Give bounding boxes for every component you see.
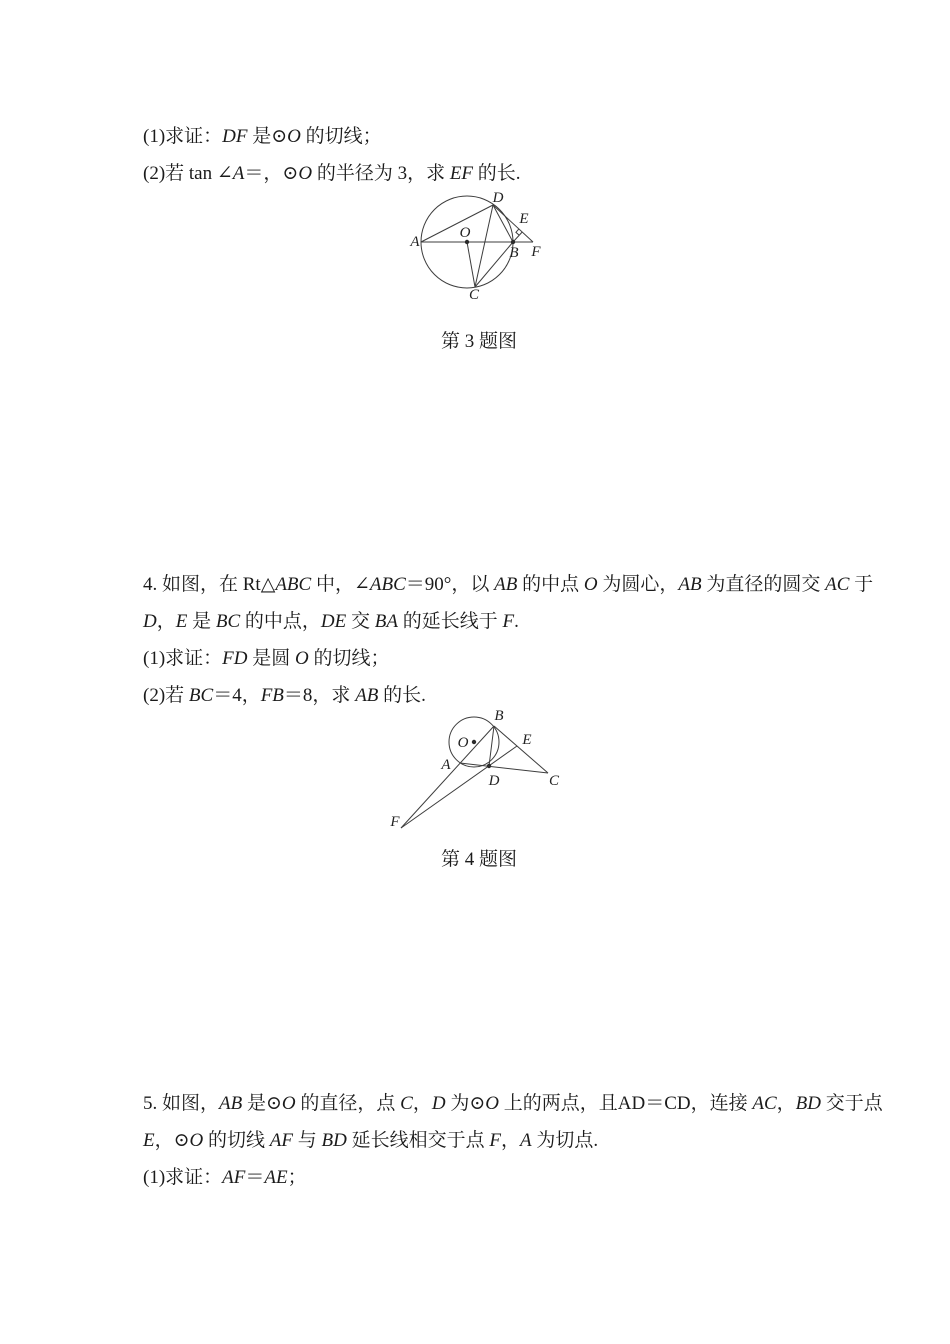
text-run: (1)求证： (143, 1167, 223, 1188)
text-line (143, 1122, 903, 1159)
text-run: 于 (849, 574, 874, 595)
math-var: ABC (369, 574, 406, 595)
math-var: F (502, 611, 515, 632)
segment-AC (460, 763, 548, 773)
point-dot-D (487, 764, 491, 768)
segment-BC (494, 726, 548, 773)
text-line (143, 1159, 903, 1196)
label-C: C (468, 287, 480, 303)
math-var: FD (222, 648, 248, 669)
math-var: EF (449, 163, 474, 184)
text-line (143, 118, 903, 155)
text-run: 的切线； (308, 648, 390, 669)
label-A: A (441, 757, 451, 773)
segment-DB (493, 205, 513, 242)
text-run: ， (500, 1130, 520, 1151)
math-var: DE (320, 611, 347, 632)
text-run: 的长. (378, 685, 426, 706)
text-run: 是⊙ (242, 1093, 282, 1114)
text-line (143, 640, 903, 677)
segment-AD (421, 205, 493, 242)
text-run: 4. 如图，在 Rt△ (143, 574, 276, 595)
text-run: 是⊙ (247, 126, 288, 147)
text-run: 5. 如图， (143, 1093, 220, 1114)
text-run: 与 (293, 1130, 322, 1151)
math-var: O (281, 1093, 296, 1114)
label-F: F (531, 244, 541, 260)
text-run: ＝8，求 (283, 685, 356, 706)
text-run: 为圆心， (597, 574, 679, 595)
label-B: B (494, 708, 504, 724)
math-var: O (295, 648, 309, 669)
figure-4-caption: 第 4 题图 (440, 849, 517, 870)
figure-problem-3 (380, 185, 580, 315)
text-run: (1)求证： (143, 126, 223, 147)
text-line (143, 603, 903, 640)
text-run: (2)若 (143, 685, 189, 706)
label-E: E (522, 732, 532, 748)
label-D: D (492, 190, 504, 206)
label-C: C (548, 773, 560, 789)
text-run: 的直径，点 (295, 1093, 401, 1114)
math-var: AC (752, 1093, 777, 1114)
text-run: 的中点， (240, 611, 321, 632)
text-run: 的中点 (517, 574, 584, 595)
text-run: (2)若 tan ∠ (143, 163, 233, 184)
math-var: AE (264, 1167, 288, 1188)
text-run: 的切线； (300, 126, 382, 147)
math-var: BC (188, 685, 214, 706)
segment-FE (401, 746, 517, 828)
label-F: F (390, 814, 400, 830)
text-run: ＝4， (213, 685, 261, 706)
math-var: AB (494, 574, 518, 595)
text-run: . (514, 611, 519, 632)
math-var: A (232, 163, 245, 184)
math-var: BD (321, 1130, 347, 1151)
math-var: AC (825, 574, 850, 595)
text-run: 的长. (473, 163, 521, 184)
math-var: AB (219, 1093, 243, 1114)
text-run: 延长线相交于点 (346, 1130, 490, 1151)
math-var: BD (795, 1093, 821, 1114)
text-line (143, 566, 903, 603)
text-run: 中，∠ (311, 574, 370, 595)
text-run: 的切线 (203, 1130, 270, 1151)
right-angle-mark (516, 229, 519, 235)
math-var: A (519, 1130, 532, 1151)
math-var: D (143, 611, 157, 632)
figure-problem-4 (385, 705, 570, 840)
text-run: ， (776, 1093, 796, 1114)
figure-3-caption: 第 3 题图 (440, 331, 517, 352)
text-run: ＝ (245, 1167, 265, 1188)
text-run: 为切点. (531, 1130, 599, 1151)
text-run: 的半径为 3，求 (312, 163, 450, 184)
math-var: E (143, 1130, 155, 1151)
text-run: 上的两点，且AD＝CD，连接 (499, 1093, 753, 1114)
text-run: 交 (346, 611, 375, 632)
math-var: O (485, 1093, 499, 1114)
label-B: B (509, 245, 519, 261)
math-var: O (189, 1130, 204, 1151)
label-A: A (410, 234, 420, 250)
text-run: 交于点 (820, 1093, 883, 1114)
point-dot-B (511, 240, 515, 244)
math-var: O (298, 163, 313, 184)
text-run: 为⊙ (445, 1093, 486, 1114)
math-var: AF (269, 1130, 293, 1151)
label-O: O (457, 735, 469, 751)
problem-5 (143, 1085, 903, 1196)
problem-3-parts (143, 118, 903, 192)
text-run: ＝，⊙ (244, 163, 299, 184)
math-var: AF (222, 1167, 246, 1188)
center-dot-O (472, 740, 476, 744)
text-run: ＝90°，以 (405, 574, 495, 595)
math-var: ABC (275, 574, 312, 595)
text-run: ， (412, 1093, 432, 1114)
math-var: E (175, 611, 188, 632)
text-run: ，⊙ (154, 1130, 190, 1151)
label-O: O (459, 225, 471, 241)
segment-FB (401, 726, 494, 828)
text-run: 的延长线于 (397, 611, 503, 632)
text-run: ， (156, 611, 176, 632)
math-var: O (583, 574, 598, 595)
math-var: AB (355, 685, 379, 706)
text-run: (1)求证： (143, 648, 223, 669)
label-D: D (488, 773, 500, 789)
segment-OC (467, 242, 475, 287)
text-run: 是 (187, 611, 216, 632)
text-run: 为直径的圆交 (701, 574, 826, 595)
math-var: BA (374, 611, 398, 632)
problem-4 (143, 566, 903, 714)
text-run: 是圆 (247, 648, 295, 669)
math-var: O (287, 126, 301, 147)
label-E: E (519, 211, 529, 227)
text-run: ； (287, 1167, 307, 1188)
segment-DC (475, 205, 493, 287)
text-line (143, 1085, 903, 1122)
math-var: FB (260, 685, 284, 706)
math-var: C (400, 1093, 413, 1114)
math-var: D (431, 1093, 446, 1114)
math-var: BC (215, 611, 241, 632)
math-var: DF (222, 126, 248, 147)
math-var: AB (678, 574, 702, 595)
math-var: F (489, 1130, 501, 1151)
